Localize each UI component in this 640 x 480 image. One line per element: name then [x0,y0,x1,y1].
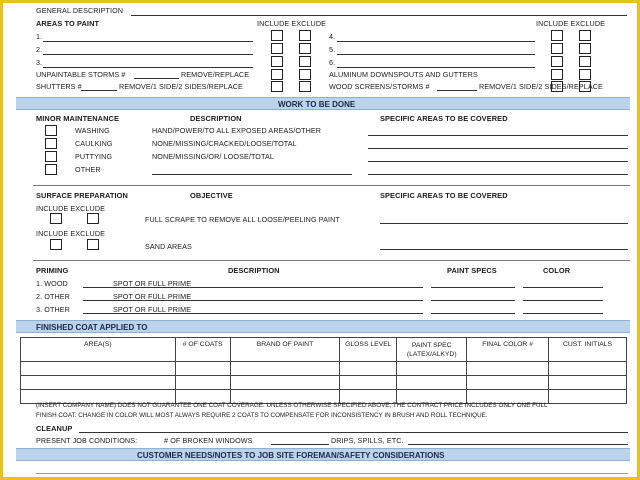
objective-heading: OBJECTIVE [190,191,233,200]
priming-other-1-field[interactable] [83,300,423,301]
minor-specific-area-field-3[interactable] [368,161,628,162]
priming-other-2-text: SPOT OR FULL PRIME [113,305,192,314]
cleanup-field[interactable] [79,432,628,433]
customer-needs-heading: CUSTOMER NEEDS/NOTES TO JOB SITE FOREMAN/SAFETY CONSIDERATIONS [137,451,445,460]
wood-screens-count-field[interactable] [437,90,477,91]
area-item-4-label: 4. [329,32,336,41]
table-cell[interactable] [549,362,627,376]
shutters-options-label: REMOVE/1 SIDE/2 SIDES/REPLACE [119,82,243,91]
col-gloss: GLOSS LEVEL [340,338,397,362]
area-item-1-label: 1. [36,32,43,41]
table-cell[interactable] [175,376,230,390]
table-cell[interactable] [21,362,176,376]
priming-other-2-specs-field[interactable] [431,313,515,314]
scrape-include-checkbox[interactable] [50,213,62,224]
surface-specific-area-field-2[interactable] [380,249,628,250]
area-5-include-checkbox[interactable] [551,43,563,54]
table-cell[interactable] [21,376,176,390]
area-2-include-checkbox[interactable] [271,43,283,54]
puttying-description: NONE/MISSING/OR/ LOOSE/TOTAL [152,152,274,161]
aluminum-gutters-label: ALUMINUM DOWNSPOUTS AND GUTTERS [329,70,478,79]
include-exclude-header-left: INCLUDE EXCLUDE [257,19,326,28]
col-final-color: FINAL COLOR # [467,338,549,362]
scrape-exclude-checkbox[interactable] [87,213,99,224]
minor-maintenance-heading: MINOR MAINTENANCE [36,114,119,123]
wood-screens-label: WOOD SCREENS/STORMS # [329,82,430,91]
priming-other-2-field[interactable] [83,313,423,314]
table-cell[interactable] [467,376,549,390]
area-item-5-field[interactable] [337,54,535,55]
area-1-exclude-checkbox[interactable] [299,30,311,41]
paint-specs-heading: PAINT SPECS [447,266,497,275]
area-3-exclude-checkbox[interactable] [299,56,311,67]
surface-include-exclude-1: INCLUDE EXCLUDE [36,204,105,213]
area-5-exclude-checkbox[interactable] [579,43,591,54]
table-cell[interactable] [467,362,549,376]
caulking-label: CAULKING [75,139,113,148]
gutters-include-checkbox[interactable] [551,69,563,80]
unpaintable-storms-label: UNPAINTABLE STORMS # [36,70,126,79]
area-3-include-checkbox[interactable] [271,56,283,67]
section-divider-1 [33,185,630,186]
table-cell[interactable] [175,362,230,376]
shutters-include-checkbox[interactable] [271,81,283,92]
area-item-4-field[interactable] [337,41,535,42]
table-row [21,376,627,390]
color-heading: COLOR [543,266,571,275]
priming-wood-color-field[interactable] [523,287,603,288]
finished-coat-table [20,337,627,404]
col-coats: # OF COATS [175,338,230,362]
area-4-include-checkbox[interactable] [551,30,563,41]
priming-other-1-label: 2. OTHER [36,292,70,301]
minor-specific-areas-heading: SPECIFIC AREAS TO BE COVERED [380,114,508,123]
wood-screens-options-label: REMOVE/1 SIDE/2 SIDES/REPLACE [479,82,603,91]
drips-spills-label: DRIPS, SPILLS, ETC. [331,436,404,445]
table-cell[interactable] [397,362,467,376]
drips-spills-field[interactable] [408,444,628,445]
washing-checkbox[interactable] [45,125,57,136]
storms-exclude-checkbox[interactable] [299,69,311,80]
col-paint-spec: PAINT SPEC (LATEX/ALKYD) [397,338,467,362]
caulking-description: NONE/MISSING/CRACKED/LOOSE/TOTAL [152,139,297,148]
finished-coat-band [16,320,630,333]
customer-needs-band [16,448,630,461]
area-4-exclude-checkbox[interactable] [579,30,591,41]
full-scrape-label: FULL SCRAPE TO REMOVE ALL LOOSE/PEELING PAINT [145,215,340,224]
area-item-6-label: 6. [329,58,336,67]
minor-description-heading: DESCRIPTION [190,114,242,123]
customer-notes-field[interactable] [36,473,628,474]
broken-windows-field[interactable] [271,444,329,445]
priming-wood-text: SPOT OR FULL PRIME [113,279,192,288]
surface-specific-areas-heading: SPECIFIC AREAS TO BE COVERED [380,191,508,200]
table-row [21,362,627,376]
storms-include-checkbox[interactable] [271,69,283,80]
priming-heading: PRIMING [36,266,69,275]
area-1-include-checkbox[interactable] [271,30,283,41]
puttying-label: PUTTYING [75,152,113,161]
gutters-exclude-checkbox[interactable] [579,69,591,80]
other-maintenance-description-field[interactable] [152,174,352,175]
area-item-3-field[interactable] [43,67,253,68]
disclaimer-line-2: FINISH COAT. CHANGE IN COLOR WILL MOST ALWAYS REQUIRE 2 COATS TO COMPENSATE FOR INCONSISTENCY IN BRUSH AND ROLL TECHNIQUE. [36,412,488,419]
general-description-label: GENERAL DESCRIPTION [36,6,124,15]
priming-other-1-specs-field[interactable] [431,300,515,301]
general-description-field[interactable] [131,15,627,16]
finished-coat-heading: FINISHED COAT APPLIED TO [36,323,148,332]
present-conditions-label: PRESENT JOB CONDITIONS: [36,436,138,445]
table-cell[interactable] [230,362,340,376]
storms-options-label: REMOVE/REPLACE [181,70,250,79]
col-areas: AREA(S) [21,338,176,362]
table-cell[interactable] [340,376,397,390]
work-to-be-done-band [16,97,630,110]
sand-areas-label: SAND AREAS [145,242,192,251]
table-cell[interactable] [549,376,627,390]
surface-include-exclude-2: INCLUDE EXCLUDE [36,229,105,238]
table-cell[interactable] [397,376,467,390]
priming-other-1-color-field[interactable] [523,300,603,301]
table-cell[interactable] [230,376,340,390]
section-divider-2 [33,260,630,261]
other-maintenance-label: OTHER [75,165,101,174]
other-maintenance-checkbox[interactable] [45,164,57,175]
caulking-checkbox[interactable] [45,138,57,149]
area-item-2-field[interactable] [43,54,253,55]
minor-specific-area-field-4[interactable] [368,174,628,175]
priming-wood-label: 1. WOOD [36,279,68,288]
minor-specific-area-field-2[interactable] [368,148,628,149]
sand-exclude-checkbox[interactable] [87,239,99,250]
puttying-checkbox[interactable] [45,151,57,162]
shutters-exclude-checkbox[interactable] [299,81,311,92]
area-6-exclude-checkbox[interactable] [579,56,591,67]
area-2-exclude-checkbox[interactable] [299,43,311,54]
finished-coat-header-row [21,338,627,362]
shutters-label: SHUTTERS # [36,82,82,91]
work-to-be-done-heading: WORK TO BE DONE [278,100,356,109]
sand-include-checkbox[interactable] [50,239,62,250]
area-item-2-label: 2. [36,45,43,54]
table-cell[interactable] [340,362,397,376]
include-exclude-header-right: INCLUDE EXCLUDE [536,19,605,28]
col-cust-initials: CUST. INITIALS [549,338,627,362]
priming-other-2-label: 3. OTHER [36,305,70,314]
area-item-1-field[interactable] [43,41,253,42]
priming-other-2-color-field[interactable] [523,313,603,314]
surface-specific-area-field-1[interactable] [380,223,628,224]
cleanup-label: CLEANUP [36,424,73,433]
areas-to-paint-heading: AREAS TO PAINT [36,19,100,28]
washing-description: HAND/POWER/TO ALL EXPOSED AREAS/OTHER [152,126,322,135]
surface-preparation-heading: SURFACE PREPARATION [36,191,128,200]
minor-specific-area-field-1[interactable] [368,135,628,136]
broken-windows-label: # OF BROKEN WINDOWS [164,436,253,445]
disclaimer-line-1: (INSERT COMPANY NAME) DOES NOT GUARANTEE ONE COAT COVERAGE. UNLESS OTHERWISE SPECIFIED ABOVE, THE CONTRACT PRICE INCLUDES ONLY ONE FULL [36,402,548,409]
area-6-include-checkbox[interactable] [551,56,563,67]
area-item-6-field[interactable] [337,67,535,68]
area-item-3-label: 3. [36,58,43,67]
col-brand: BRAND OF PAINT [230,338,340,362]
priming-description-heading: DESCRIPTION [228,266,280,275]
unpaintable-storms-field[interactable] [134,78,179,79]
shutters-count-field[interactable] [81,90,117,91]
priming-wood-field[interactable] [83,287,423,288]
area-item-5-label: 5. [329,45,336,54]
washing-label: WASHING [75,126,110,135]
priming-wood-specs-field[interactable] [431,287,515,288]
priming-other-1-text: SPOT OR FULL PRIME [113,292,192,301]
table-cell[interactable] [549,390,627,404]
